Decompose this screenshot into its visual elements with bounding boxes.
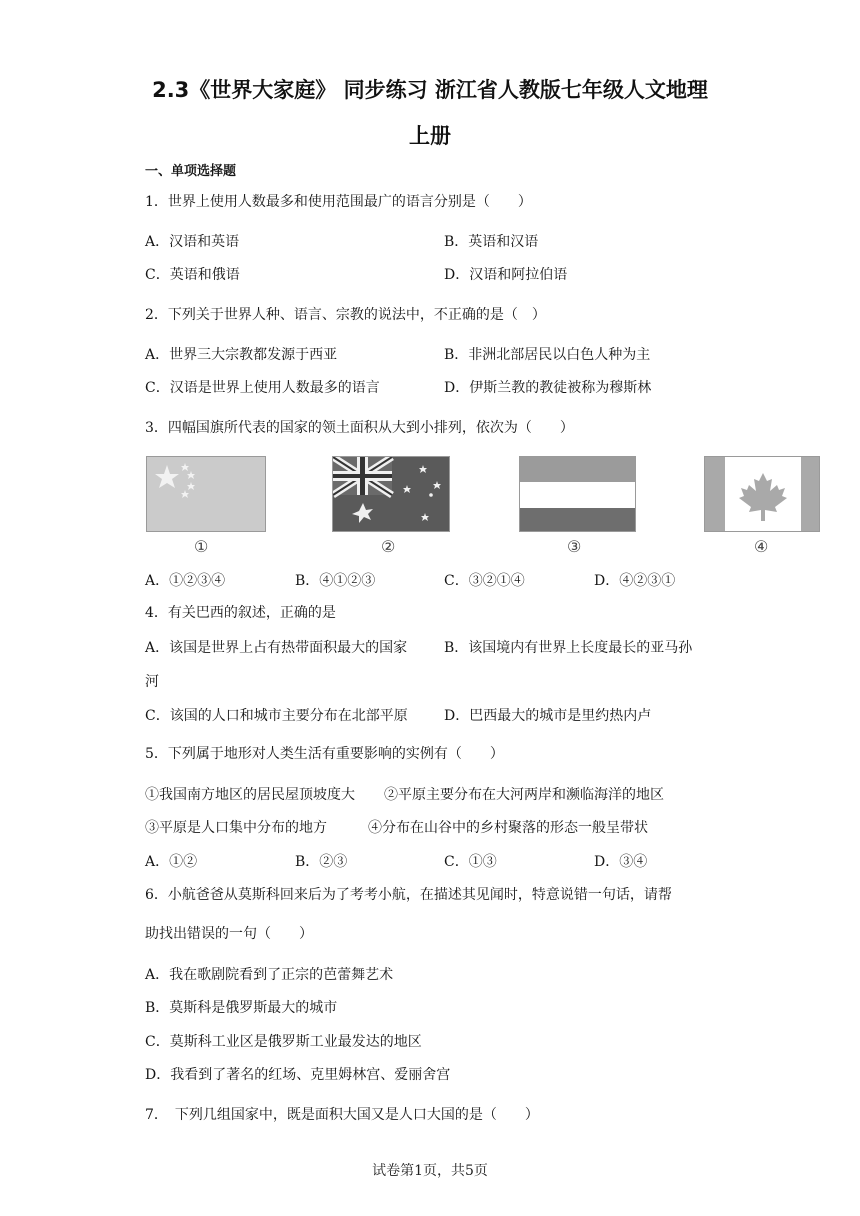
china-flag-icon (146, 456, 266, 532)
question-1-option-a: A．汉语和英语 (145, 234, 240, 250)
question-3-option-b: B．④①②③ (295, 573, 376, 589)
flag-3-label: ③ (567, 537, 582, 556)
question-6-option-c: C．莫斯科工业区是俄罗斯工业最发达的地区 (145, 1034, 422, 1050)
question-6-option-b: B．莫斯科是俄罗斯最大的城市 (145, 1000, 338, 1016)
question-1-stem: 1．世界上使用人数最多和使用范围最广的语言分别是（ ） (145, 194, 532, 210)
question-6-option-a: A．我在歌剧院看到了正宗的芭蕾舞艺术 (145, 967, 394, 983)
document-title-line2: 上册 (409, 124, 451, 148)
question-5-option-d: D．③④ (594, 854, 648, 870)
question-2-option-b: B．非洲北部居民以白色人种为主 (444, 347, 651, 363)
question-4-option-b-cont: 河 (145, 674, 159, 690)
section-heading: 一、单项选择题 (145, 164, 237, 179)
flag-4-label: ④ (754, 537, 769, 556)
question-3-option-c: C．③②①④ (444, 573, 525, 589)
page-footer: 试卷第1页，共5页 (372, 1163, 488, 1179)
question-5-item-1: ①我国南方地区的居民屋顶坡度大 (145, 787, 355, 803)
question-4-option-b: B．该国境内有世界上长度最长的亚马孙 (444, 640, 693, 656)
question-4-option-d: D．巴西最大的城市是里约热内卢 (444, 708, 652, 724)
question-3-option-a: A．①②③④ (145, 573, 226, 589)
question-2-option-a: A．世界三大宗教都发源于西亚 (145, 347, 338, 363)
question-1-option-d: D．汉语和阿拉伯语 (444, 267, 568, 283)
flag-1-label: ① (194, 537, 209, 556)
question-6-stem: 6．小航爸爸从莫斯科回来后为了考考小航，在描述其见闻时，特意说错一句话，请帮 (145, 887, 672, 903)
question-6-stem-cont: 助找出错误的一句（ ） (145, 926, 313, 942)
question-5-stem: 5．下列属于地形对人类生活有重要影响的实例有（ ） (145, 746, 504, 762)
question-5-item-3: ③平原是人口集中分布的地方 (145, 820, 327, 836)
question-5-item-4: ④分布在山谷中的乡村聚落的形态一般呈带状 (368, 820, 648, 836)
canada-flag-icon (704, 456, 820, 532)
question-5-option-c: C．①③ (444, 854, 497, 870)
question-4-option-c: C．该国的人口和城市主要分布在北部平原 (145, 708, 408, 724)
document-title-line1: 2.3《世界大家庭》 同步练习 浙江省人教版七年级人文地理 (152, 78, 708, 102)
australia-flag-icon (332, 456, 450, 532)
question-4-stem: 4．有关巴西的叙述，正确的是 (145, 605, 336, 621)
flag-2-label: ② (381, 537, 396, 556)
question-2-option-d: D．伊斯兰教的教徒被称为穆斯林 (444, 380, 652, 396)
netherlands-flag-icon (519, 456, 636, 532)
question-5-option-a: A．①② (145, 854, 198, 870)
question-3-stem: 3．四幅国旗所代表的国家的领土面积从大到小排列，依次为（ ） (145, 420, 574, 436)
question-5-item-2: ②平原主要分布在大河两岸和濒临海洋的地区 (384, 787, 664, 803)
question-4-option-a: A．该国是世界上占有热带面积最大的国家 (145, 640, 408, 656)
question-5-option-b: B．②③ (295, 854, 348, 870)
question-2-option-c: C．汉语是世界上使用人数最多的语言 (145, 380, 380, 396)
question-1-option-c: C．英语和俄语 (145, 267, 240, 283)
question-7-stem: 7． 下列几组国家中，既是面积大国又是人口大国的是（ ） (145, 1107, 539, 1123)
question-3-option-d: D．④②③① (594, 573, 676, 589)
question-6-option-d: D．我看到了著名的红场、克里姆林宫、爱丽舍宫 (145, 1067, 451, 1083)
question-2-stem: 2．下列关于世界人种、语言、宗教的说法中，不正确的是（ ） (145, 307, 546, 323)
question-1-option-b: B．英语和汉语 (444, 234, 539, 250)
